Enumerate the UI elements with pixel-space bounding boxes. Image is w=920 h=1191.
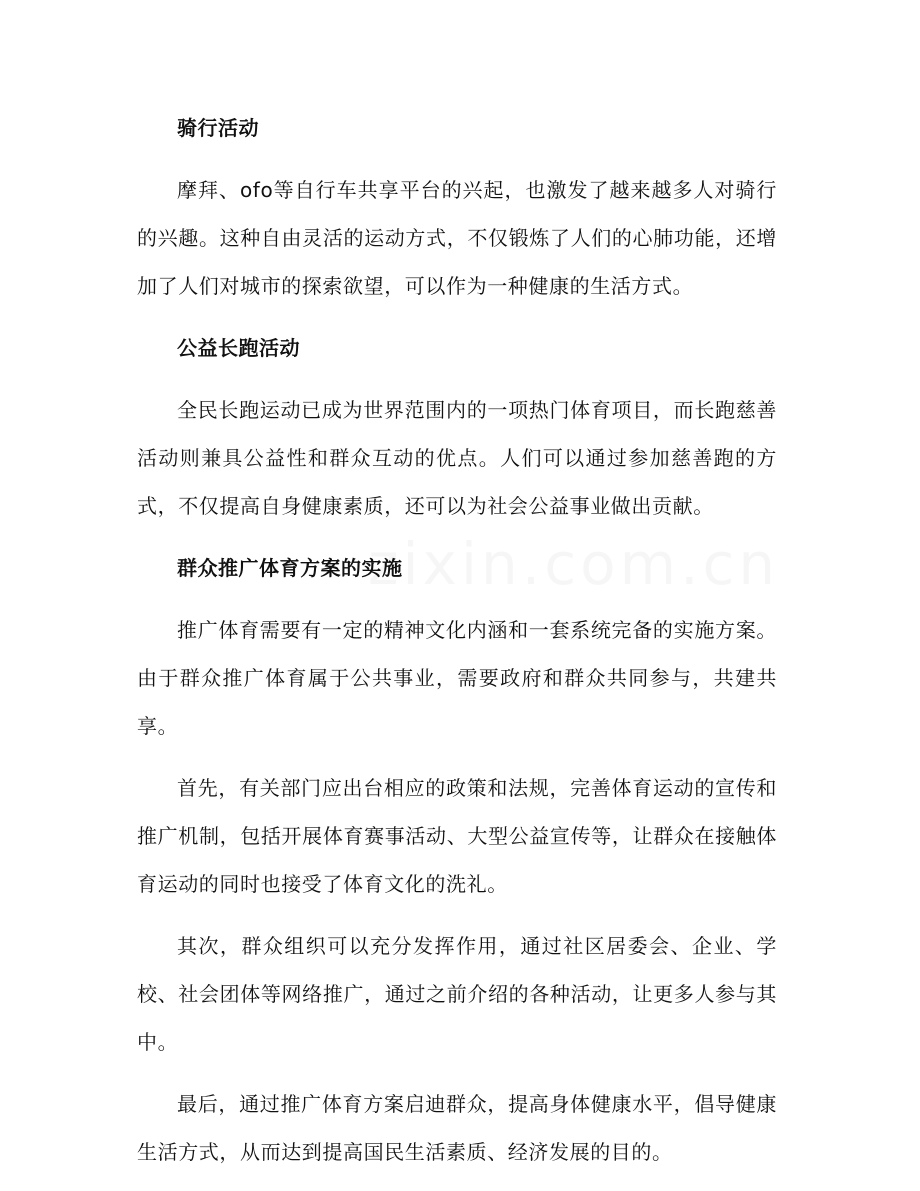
document-body (137, 104, 777, 1190)
paragraph-charity-run: 全民长跑运动已成为世界范围内的一项热门体育项目，而长跑慈善活动则兼具公益性和群众互动的优点。人们可以通过参加慈善跑的方式，不仅提高自身健康素质，还可以为社会公益事业做出贡献。 (137, 398, 777, 518)
paragraph-implementation-second: 其次，群众组织可以充分发挥作用，通过社区居委会、企业、学校、社会团体等网络推广，通过之前介绍的各种活动，让更多人参与其中。 (137, 934, 777, 1054)
paragraph-implementation-last: 最后，通过推广体育方案启迪群众，提高身体健康水平，倡导健康生活方式，从而达到提高国民生活素质、经济发展的目的。 (137, 1092, 777, 1164)
paragraph-cycling: 摩拜、ofo等自行车共享平台的兴起，也激发了越来越多人对骑行的兴趣。这种自由灵活的运动方式，不仅锻炼了人们的心肺功能，还增加了人们对城市的探索欲望，可以作为一种健康的生活方式。 (137, 178, 777, 298)
section-heading-implementation: 群众推广体育方案的实施 (177, 556, 403, 580)
section-heading-charity-run: 公益长跑活动 (177, 336, 300, 360)
paragraph-implementation-first: 首先，有关部门应出台相应的政策和法规，完善体育运动的宣传和推广机制，包括开展体育赛事活动、大型公益宣传等，让群众在接触体育运动的同时也接受了体育文化的洗礼。 (137, 776, 777, 896)
section-heading-cycling: 骑行活动 (177, 116, 259, 140)
paragraph-implementation-intro: 推广体育需要有一定的精神文化内涵和一套系统完备的实施方案。由于群众推广体育属于公共事业，需要政府和群众共同参与，共建共享。 (137, 618, 777, 738)
